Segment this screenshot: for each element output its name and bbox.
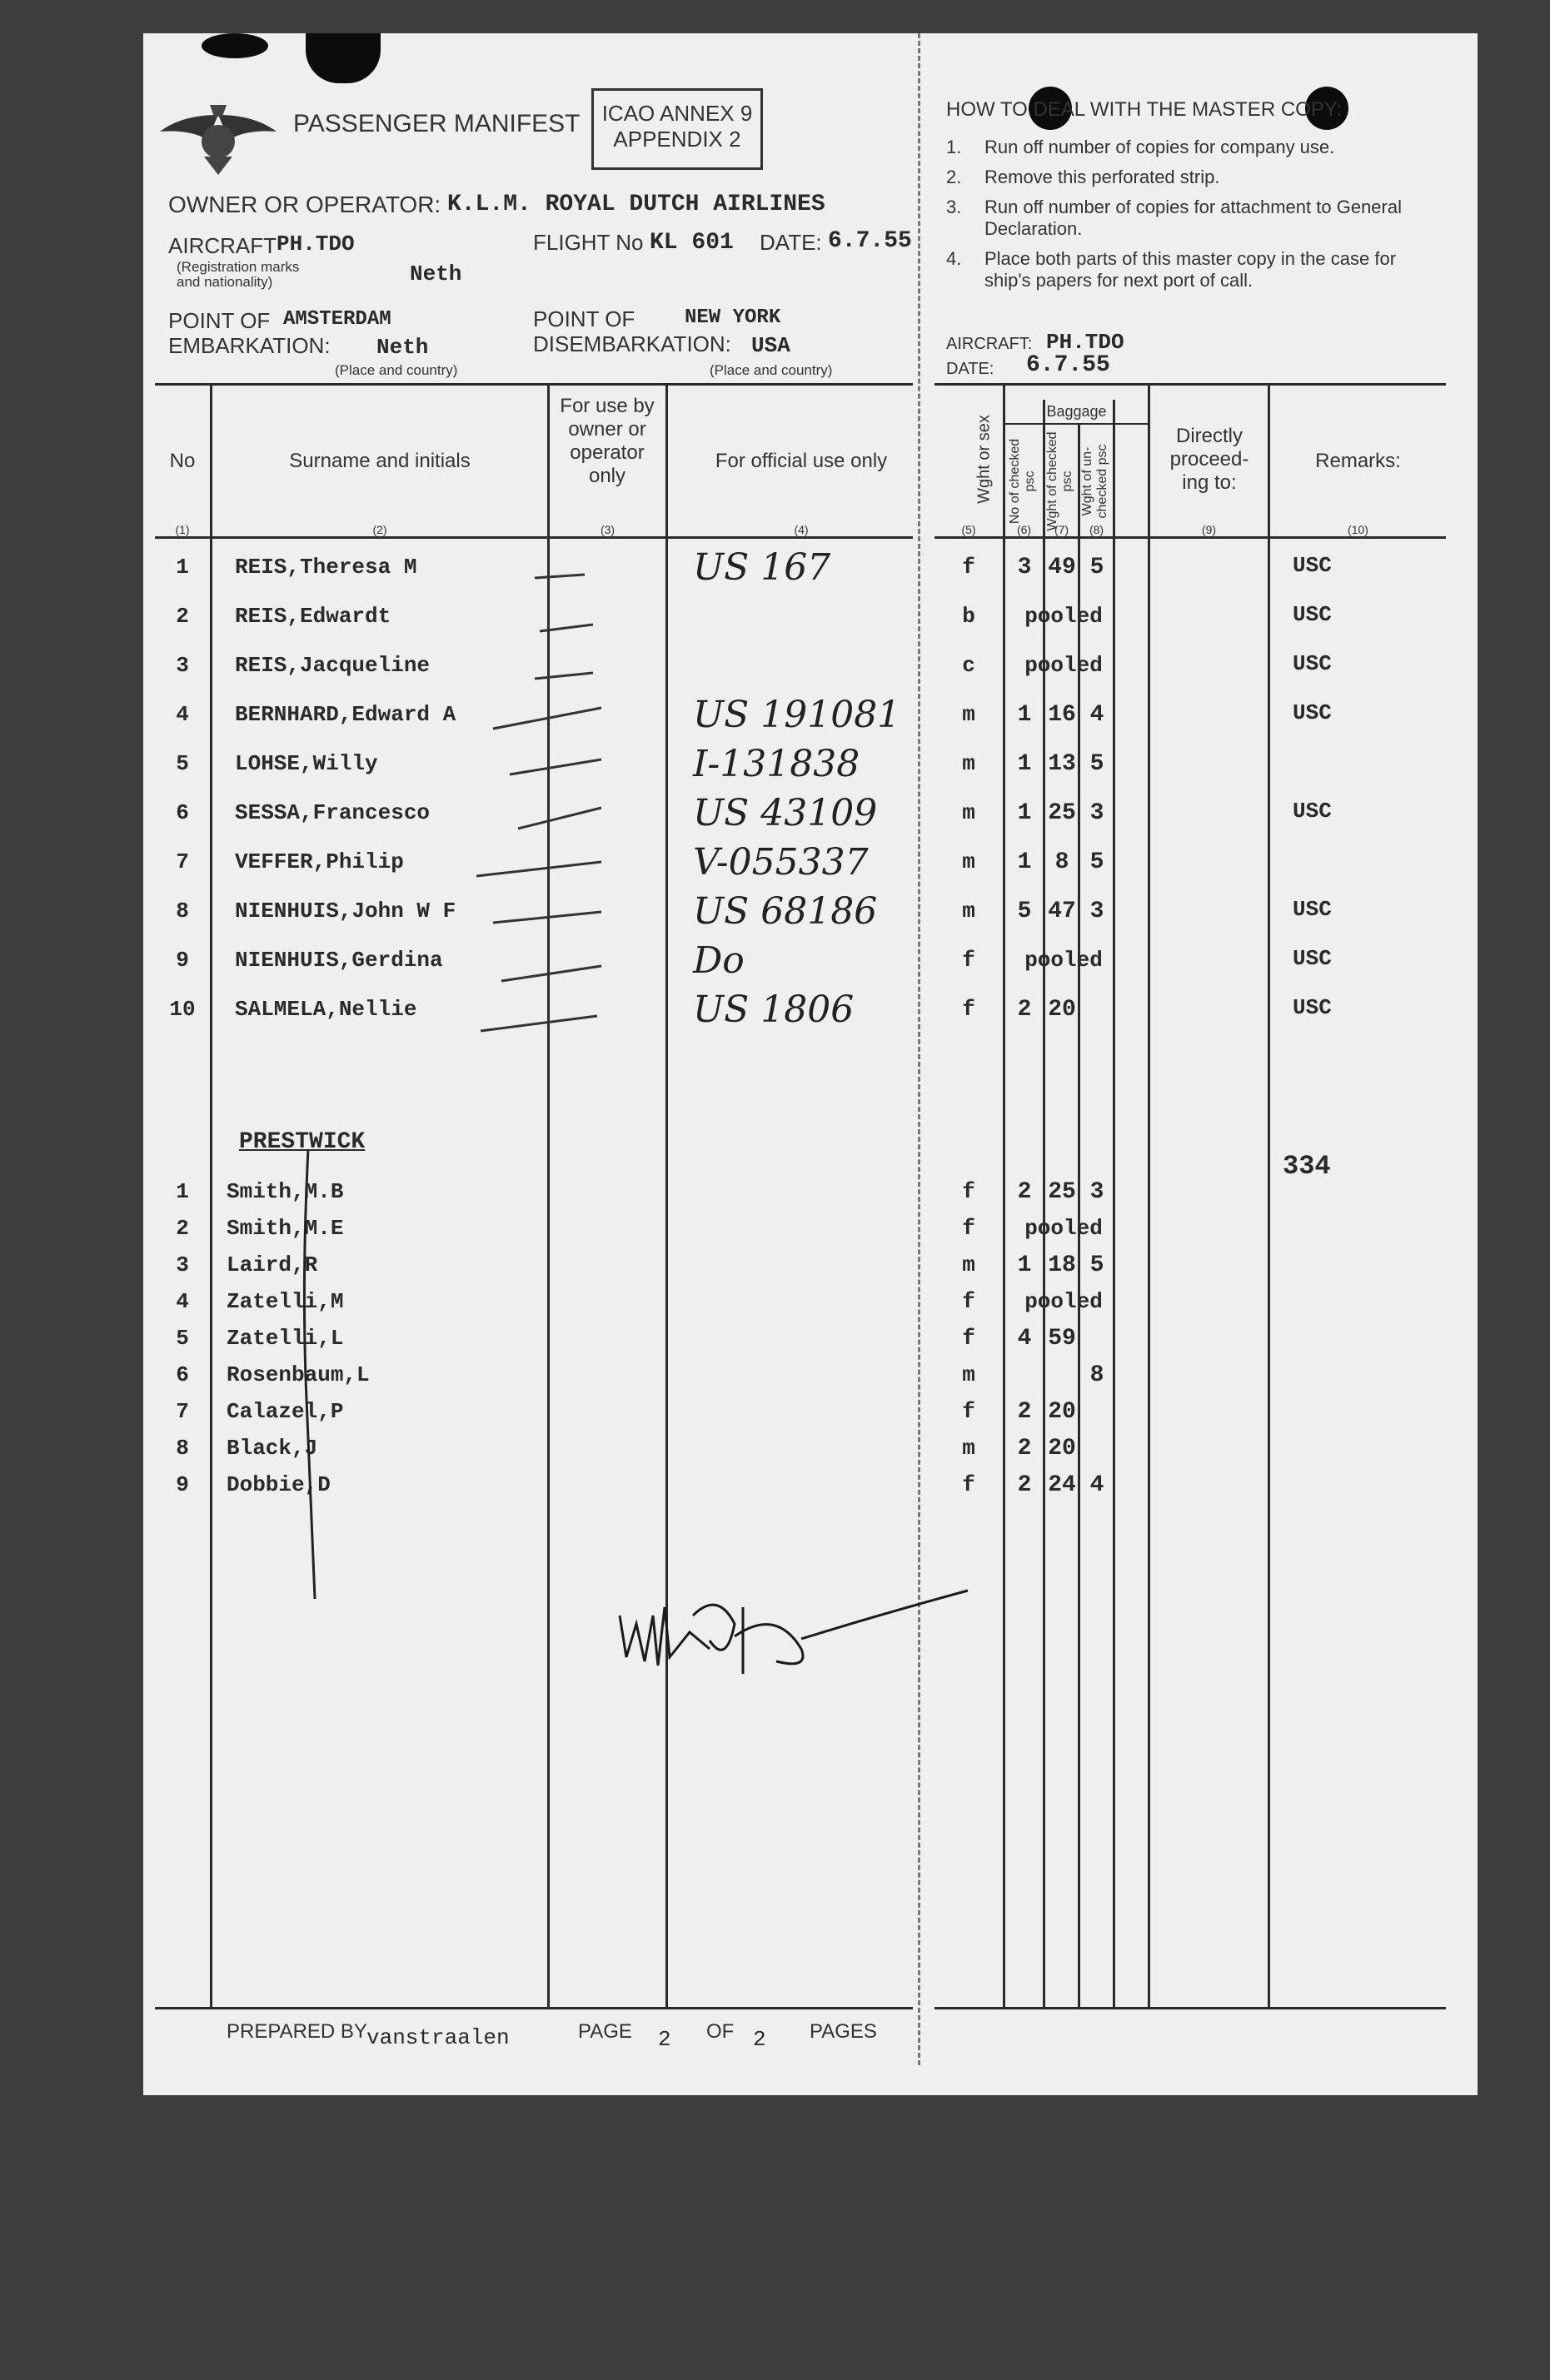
- of-label: OF: [706, 2020, 735, 2043]
- baggage-count: 1: [1017, 702, 1032, 728]
- sex-value: f: [962, 948, 975, 973]
- section-total: 334: [1283, 1151, 1331, 1182]
- remarks-value: USC: [1293, 602, 1332, 627]
- unchecked-weight: 5: [1089, 849, 1104, 875]
- unchecked-weight: 5: [1089, 555, 1104, 580]
- disembark-sub: (Place and country): [710, 362, 833, 378]
- baggage-count: 1: [1017, 751, 1032, 777]
- baggage-weight: 59: [1048, 1326, 1076, 1352]
- row-number: 7: [176, 1399, 189, 1424]
- baggage-weight: pooled: [1024, 653, 1103, 678]
- pages-label: PAGES: [810, 2020, 877, 2043]
- passenger-name: Smith,M.B: [227, 1179, 344, 1204]
- col-no-number: (1): [175, 523, 190, 536]
- sex-value: m: [962, 751, 975, 776]
- sex-value: f: [962, 1399, 975, 1424]
- baggage-count: 2: [1017, 997, 1032, 1023]
- baggage-weight: 25: [1048, 800, 1076, 826]
- sex-value: m: [962, 702, 975, 727]
- baggage-count: 1: [1017, 1252, 1032, 1278]
- passenger-name: REIS,Edwardt: [235, 604, 391, 629]
- passenger-name: Zatelli,M: [227, 1289, 344, 1314]
- embark-label-1: POINT OF: [168, 308, 271, 333]
- baggage-weight: 18: [1048, 1252, 1076, 1278]
- remarks-value: USC: [1293, 995, 1332, 1020]
- baggage-weight: 25: [1048, 1179, 1076, 1205]
- col-remarks-header: Remarks:: [1315, 450, 1401, 472]
- col-surname-number: (2): [372, 523, 387, 536]
- baggage-count: 2: [1017, 1472, 1032, 1498]
- sex-value: f: [962, 997, 975, 1022]
- instruction-item: 2. Remove this perforated strip.: [946, 167, 1220, 187]
- passenger-name: REIS,Jacqueline: [235, 653, 431, 678]
- flight-label: FLIGHT No: [533, 230, 644, 255]
- baggage-count: 2: [1017, 1399, 1032, 1425]
- disembark-country: USA: [751, 333, 790, 358]
- col-rule: [1148, 383, 1150, 2007]
- unchecked-weight: 5: [1089, 751, 1104, 777]
- embark-sub: (Place and country): [335, 362, 458, 378]
- handwritten-signature-icon: [610, 1557, 984, 1690]
- passenger-name: SESSA,Francesco: [235, 800, 431, 825]
- aircraft-label: AIRCRAFT: [168, 233, 277, 258]
- sex-value: m: [962, 1252, 975, 1277]
- embark-place: AMSTERDAM: [283, 308, 391, 331]
- passenger-name: VEFFER,Philip: [235, 849, 404, 874]
- disembark-label-1: POINT OF: [533, 306, 635, 331]
- instructions-list: [946, 137, 1446, 291]
- row-number: 8: [176, 899, 189, 924]
- baggage-count: 5: [1017, 899, 1032, 924]
- row-number: 6: [176, 800, 189, 825]
- page-title: PASSENGER MANIFEST: [293, 110, 581, 137]
- prepared-value: vanstraalen: [366, 2025, 510, 2050]
- aircraft-value: PH.TDO: [277, 232, 355, 256]
- unchecked-weight: 4: [1089, 702, 1104, 728]
- official-entry: I-131838: [693, 743, 860, 785]
- section-title: PRESTWICK: [239, 1129, 366, 1155]
- unchecked-weight: 8: [1089, 1362, 1104, 1388]
- unchecked-weight: 3: [1089, 899, 1104, 924]
- unchecked-weight: 3: [1089, 1179, 1104, 1205]
- instructions-title: HOW TO DEAL WITH THE MASTER COPY:: [946, 98, 1343, 121]
- col-wght-checked-header: Wght of checked psc: [1045, 431, 1074, 531]
- row-number: 9: [176, 948, 189, 973]
- punch-hole: [306, 33, 381, 83]
- col-wght-unchecked-number: (8): [1089, 523, 1104, 536]
- baggage-weight: 16: [1048, 702, 1076, 728]
- official-entry: V-055337: [693, 841, 869, 884]
- embark-country: Neth: [376, 335, 429, 360]
- sex-value: m: [962, 1436, 975, 1461]
- row-number: 7: [176, 849, 189, 874]
- baggage-rule: [1003, 423, 1148, 425]
- owner-label: OWNER OR OPERATOR:: [168, 192, 441, 217]
- baggage-weight: pooled: [1024, 1289, 1103, 1314]
- baggage-weight: 20: [1048, 1436, 1076, 1461]
- baggage-weight: 20: [1048, 1399, 1076, 1425]
- aircraft-nationality: Neth: [410, 261, 462, 286]
- date-label: DATE:: [760, 230, 822, 255]
- col-official-header: For official use only: [715, 450, 888, 472]
- official-entry: US 167: [693, 546, 831, 589]
- official-entry: US 191081: [693, 694, 901, 736]
- aircraft-sub: (Registration marks and nationality): [177, 259, 300, 290]
- instruction-item: 4. Place both parts of this master copy in the case for ship's papers for next port of call.: [946, 248, 1397, 291]
- col-rule: [1268, 383, 1270, 2007]
- col-checked-psc-number: (6): [1016, 523, 1032, 536]
- check-stroke-icon: [293, 1149, 326, 1607]
- passenger-name: REIS,Theresa M: [235, 555, 417, 580]
- passenger-name: Laird,R: [227, 1252, 318, 1277]
- baggage-count: 4: [1017, 1326, 1032, 1352]
- page-total: 2: [753, 2027, 766, 2052]
- passenger-name: LOHSE,Willy: [235, 751, 378, 776]
- col-remarks-number: (10): [1348, 523, 1368, 536]
- row-number: 8: [176, 1436, 189, 1461]
- disembark-label-2: DISEMBARKATION:: [533, 331, 731, 356]
- passenger-name: BERNHARD,Edward A: [235, 702, 456, 727]
- official-entry: Do: [693, 939, 745, 982]
- instruction-item: 3. Run off number of copies for attachment to General Declaration.: [946, 197, 1402, 239]
- passenger-name: Rosenbaum,L: [227, 1362, 370, 1387]
- sex-value: f: [962, 1289, 975, 1314]
- sex-value: f: [962, 555, 975, 580]
- col-owner-use-header: For use by owner or operator only: [560, 395, 655, 487]
- baggage-count: 2: [1017, 1179, 1032, 1205]
- unchecked-weight: 5: [1089, 1252, 1104, 1278]
- sex-value: f: [962, 1326, 975, 1351]
- perforation-line: [918, 33, 920, 2065]
- baggage-count: 1: [1017, 849, 1032, 875]
- baggage-weight: 24: [1048, 1472, 1076, 1498]
- date-value: 6.7.55: [828, 228, 912, 254]
- strip-date-value: 6.7.55: [1026, 352, 1110, 378]
- col-wght-checked-number: (7): [1054, 523, 1069, 536]
- row-number: 5: [176, 1326, 189, 1351]
- baggage-header: Baggage: [1046, 403, 1107, 420]
- remarks-value: USC: [1293, 553, 1332, 578]
- sex-value: f: [962, 1216, 975, 1241]
- table-bottom-rule: [155, 2007, 913, 2009]
- col-wght-unchecked-header: Wght of un-checked psc: [1080, 444, 1109, 519]
- passenger-name: Zatelli,L: [227, 1326, 344, 1351]
- official-entry: US 68186: [693, 890, 878, 933]
- row-number: 6: [176, 1362, 189, 1387]
- strip-aircraft-value: PH.TDO: [1046, 330, 1124, 355]
- official-entry: US 43109: [693, 792, 878, 834]
- baggage-weight: pooled: [1024, 1216, 1103, 1241]
- sex-value: m: [962, 800, 975, 825]
- col-directly-number: (9): [1201, 523, 1217, 536]
- passenger-name: Smith,M.E: [227, 1216, 344, 1241]
- manifest-page: [143, 33, 1478, 2095]
- owner-use-marks-icon: [476, 541, 676, 1074]
- col-checked-psc-header: No of checked psc: [1008, 438, 1037, 525]
- passenger-name: NIENHUIS,John W F: [235, 899, 456, 924]
- passenger-name: Calazel,P: [227, 1399, 344, 1424]
- remarks-value: USC: [1293, 700, 1332, 725]
- row-number: 5: [176, 751, 189, 776]
- appendix-label: APPENDIX 2: [613, 127, 741, 152]
- remarks-value: USC: [1293, 651, 1332, 676]
- col-rule: [210, 383, 212, 2007]
- annex-label: ICAO ANNEX 9: [601, 101, 753, 126]
- table-bottom-rule: [934, 2007, 1446, 2009]
- row-number: 3: [176, 1252, 189, 1277]
- row-number: 2: [176, 604, 189, 629]
- col-owner-use-number: (3): [600, 523, 616, 536]
- baggage-count: 2: [1017, 1436, 1032, 1461]
- col-wght-sex-number: (5): [961, 523, 976, 536]
- sex-value: m: [962, 1362, 975, 1387]
- punch-hole: [202, 33, 268, 58]
- table-top-rule: [934, 383, 1446, 386]
- sex-value: f: [962, 1179, 975, 1204]
- col-surname-header: Surname and initials: [289, 450, 471, 472]
- passenger-name: Dobbie,D: [227, 1472, 331, 1497]
- baggage-weight: 49: [1048, 555, 1076, 580]
- baggage-weight: 20: [1048, 997, 1076, 1023]
- remarks-value: USC: [1293, 799, 1332, 824]
- row-number: 4: [176, 702, 189, 727]
- baggage-count: 3: [1017, 555, 1032, 580]
- strip-aircraft-label: AIRCRAFT:: [946, 335, 1033, 353]
- table-top-rule: [155, 383, 913, 386]
- baggage-count: 1: [1017, 800, 1032, 826]
- baggage-weight: 8: [1054, 849, 1069, 875]
- baggage-weight: 47: [1048, 899, 1076, 924]
- col-directly-header: Directly proceed-ing to:: [1169, 425, 1249, 494]
- official-entry: US 1806: [693, 988, 855, 1031]
- disembark-place: NEW YORK: [685, 306, 781, 329]
- row-number: 1: [176, 1179, 189, 1204]
- row-number: 3: [176, 653, 189, 678]
- baggage-weight: 13: [1048, 751, 1076, 777]
- page-label: PAGE: [578, 2020, 632, 2043]
- passenger-name: NIENHUIS,Gerdina: [235, 948, 443, 973]
- sex-value: f: [962, 1472, 975, 1497]
- passenger-name: SALMELA,Nellie: [235, 997, 417, 1022]
- embark-label-2: EMBARKATION:: [168, 333, 331, 358]
- col-wght-sex-header: Wght or sex: [974, 415, 994, 504]
- page-number: 2: [658, 2027, 671, 2052]
- sex-value: m: [962, 899, 975, 924]
- row-number: 1: [176, 555, 189, 580]
- col-rule: [1003, 383, 1005, 2007]
- row-number: 10: [169, 997, 196, 1022]
- row-number: 4: [176, 1289, 189, 1314]
- row-number: 9: [176, 1472, 189, 1497]
- sex-value: b: [962, 604, 975, 629]
- owner-value: K.L.M. ROYAL DUTCH AIRLINES: [447, 192, 825, 217]
- sex-value: m: [962, 849, 975, 874]
- unchecked-weight: 4: [1089, 1472, 1104, 1498]
- baggage-weight: pooled: [1024, 604, 1103, 629]
- baggage-weight: pooled: [1024, 948, 1103, 973]
- passenger-name: Black,J: [227, 1436, 318, 1461]
- row-number: 2: [176, 1216, 189, 1241]
- flight-value: KL 601: [650, 230, 734, 256]
- col-no-header: No: [169, 450, 196, 472]
- instruction-item: 1. Run off number of copies for company use.: [946, 137, 1335, 157]
- remarks-value: USC: [1293, 946, 1332, 971]
- remarks-value: USC: [1293, 897, 1332, 922]
- icao-box: [591, 88, 763, 170]
- sex-value: c: [962, 653, 975, 678]
- unchecked-weight: 3: [1089, 800, 1104, 826]
- klm-wings-logo-icon: [156, 98, 281, 177]
- prepared-label: PREPARED BY: [227, 2020, 367, 2043]
- col-official-number: (4): [794, 523, 809, 536]
- strip-date-label: DATE:: [946, 360, 994, 378]
